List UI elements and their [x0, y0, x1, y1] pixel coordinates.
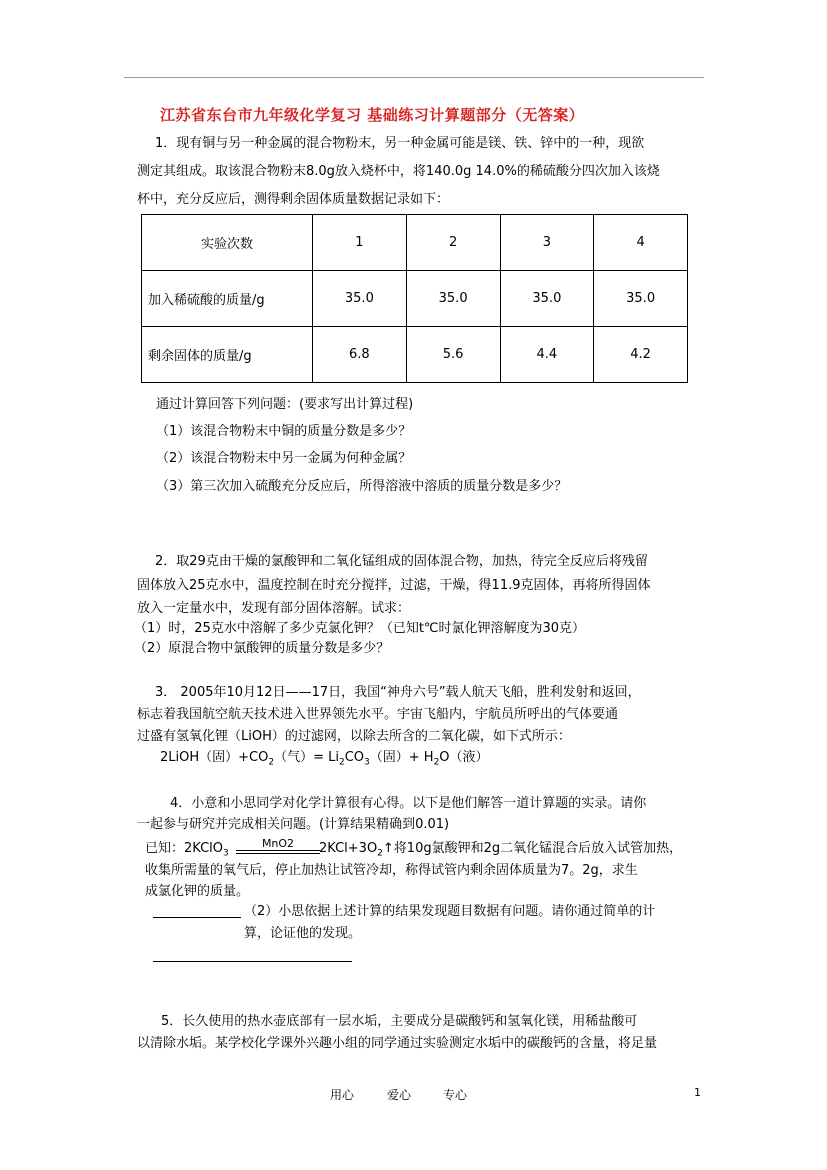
q4-known-right: $2KCl+3O_2↑$将10g氯酸钾和2g二氧化锰混合后放入试管加热，: [319, 841, 683, 859]
q2-line: 固体放入25克水中，温度控制在时充分搅拌，过滤，干燥，得11.9克固体，再将所得固体: [137, 578, 651, 593]
q3-line: 3． 2005年10月12日——17日，我国“神舟六号”载人航天飞船，胜利发射和返回，: [155, 685, 641, 700]
q4-line: 一起参与研究并完成相关问题。(计算结果精确到0.01): [137, 817, 450, 832]
q2-line: （2）原混合物中氯酸钾的质量分数是多少？: [134, 641, 390, 656]
q4-part2: （2）小思依据上述计算的结果发现题目数据有问题。请你通过简单的计: [244, 904, 656, 919]
table-cell: 1: [313, 215, 407, 271]
q2-line: （1）时，25克水中溶解了多少克氯化钾？（已知t℃时氯化钾溶解度为30克）: [134, 621, 586, 636]
q2-line: 放入一定量水中，发现有部分固体溶解。试求：: [137, 601, 411, 616]
data-table: [141, 214, 688, 383]
table-cell: 3: [500, 215, 594, 271]
table-cell: 实验次数: [142, 215, 313, 271]
q1-line: 测定其组成。取该混合物粉末8.0g放入烧杯中，将140.0g 14.0%的稀硫酸分四次加入该烧: [137, 164, 660, 179]
q2-line: 2．取29克由干燥的氯酸钾和二氧化锰组成的固体混合物，加热，待完全反应后将残留: [155, 554, 648, 569]
q3-equation: 2LiOH（固）$+CO_2$（气）= $Li_2CO_3$（固）+ $H_2O$（液）: [160, 750, 489, 768]
table-cell: 4.2: [594, 327, 688, 383]
q1-line: 杯中，充分反应后，测得剩余固体质量数据记录如下：: [137, 192, 450, 207]
table-cell: 35.0: [406, 271, 500, 327]
q4-line: 4．小意和小思同学对化学计算很有心得。以下是他们解答一道计算题的实录。请你: [170, 796, 647, 811]
table-cell: 4.4: [500, 327, 594, 383]
q3-line: 过盛有氢氧化锂（LiOH）的过滤网，以除去所含的二氧化碳，如下式所示：: [137, 729, 571, 744]
q4-line: 收集所需量的氧气后，停止加热让试管冷却，称得试管内剩余固体质量为7。2g，求生: [145, 863, 638, 878]
page-number: 1: [694, 1086, 701, 1099]
footer-text: 专心: [443, 1088, 468, 1102]
header-rule: [124, 77, 704, 78]
footer-text: 爱心: [387, 1088, 412, 1102]
table-cell: 35.0: [313, 271, 407, 327]
page-title: 江苏省东台市九年级化学复习 基础练习计算题部分（无答案）: [160, 106, 585, 124]
q4-part2: 算，论证他的发现。: [244, 926, 362, 941]
q4-line: 成氯化钾的质量。: [145, 884, 250, 899]
table-cell: 加入稀硫酸的质量/g: [142, 271, 313, 327]
q5-line: 5．长久使用的热水壶底部有一层水垢，主要成分是碳酸钙和氢氧化镁，用稀盐酸可: [161, 1014, 638, 1029]
table-cell: 5.6: [406, 327, 500, 383]
q1-question: 通过计算回答下列问题：(要求写出计算过程): [156, 397, 414, 412]
q1-line: 1．现有铜与另一种金属的混合物粉末，另一种金属可能是镁、铁、锌中的一种，现欲: [155, 136, 645, 151]
table-row: [142, 327, 688, 383]
answer-blank[interactable]: [153, 961, 352, 962]
table-cell: 35.0: [500, 271, 594, 327]
table-cell: 6.8: [313, 327, 407, 383]
answer-blank[interactable]: [153, 917, 241, 918]
table-cell: 35.0: [594, 271, 688, 327]
table-row: [142, 215, 688, 271]
table-cell: 4: [594, 215, 688, 271]
footer-text: 用心: [330, 1088, 355, 1102]
table-row: [142, 271, 688, 327]
q5-line: 以清除水垢。某学校化学课外兴趣小组的同学通过实验测定水垢中的碳酸钙的含量，将足量: [137, 1036, 658, 1051]
catalyst-label: MnO2: [236, 838, 320, 854]
q3-line: 标志着我国航空航天技术进入世界领先水平。宇宙飞船内，宇航员所呼出的气体要通: [137, 707, 619, 722]
table-cell: 剩余固体的质量/g: [142, 327, 313, 383]
q1-question: （3）第三次加入硫酸充分反应后，所得溶液中溶质的质量分数是多少？: [156, 479, 568, 494]
table-cell: 2: [406, 215, 500, 271]
q1-question: （2）该混合物粉末中另一金属为何种金属？: [156, 451, 412, 466]
q4-known-left: 已知：2KClO$_3$: [145, 841, 229, 859]
q1-question: （1）该混合物粉末中铜的质量分数是多少？: [156, 424, 412, 439]
